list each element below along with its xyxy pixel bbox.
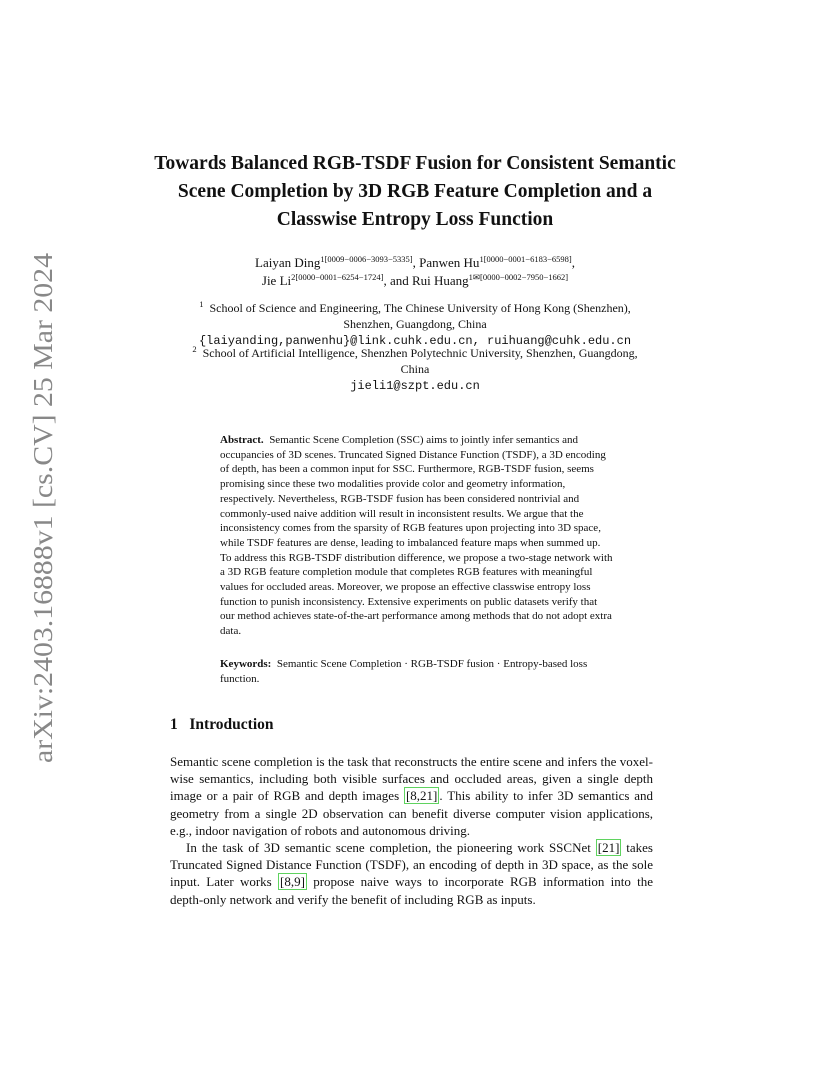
abstract-label: Abstract. xyxy=(220,434,264,446)
citation-link[interactable]: [8,9] xyxy=(280,874,305,890)
section-title: Introduction xyxy=(189,716,274,733)
citation-link[interactable]: [8,21] xyxy=(405,788,438,804)
author-orcid: 2[0000−0001−6254−1724] xyxy=(291,272,384,282)
author-name: Rui Huang xyxy=(411,273,469,288)
author-name: Panwen Hu xyxy=(419,255,480,270)
affiliation-text: School of Science and Engineering, The Chinese University of Hong Kong (Shenzhen), xyxy=(209,301,631,315)
paragraph xyxy=(170,839,653,908)
affiliation-1 xyxy=(180,300,650,349)
affiliation-text: China xyxy=(400,362,430,376)
section-number: 1 xyxy=(170,716,178,733)
keywords-text: Semantic Scene Completion · RGB-TSDF fusion · Entropy-based loss function. xyxy=(220,658,588,685)
keywords-label: Keywords: xyxy=(220,658,272,670)
paragraph-text: takes Truncated Signed Distance Function (TSDF), an encoding of depth in 3D space, as the sole input. Later works xyxy=(170,840,653,890)
affiliation-2 xyxy=(180,345,650,394)
section-heading xyxy=(170,716,274,734)
affiliation-email: {laiyanding,panwenhu}@link.cuhk.edu.cn, ruihuang@cuhk.edu.cn xyxy=(198,334,632,348)
affiliation-number: 2 xyxy=(192,344,197,354)
paragraph-text: propose naive ways to incorporate RGB information into the depth-only network and verify the benefit of including RGB as inputs. xyxy=(170,874,653,907)
abstract xyxy=(220,433,613,639)
paragraph-text: In the task of 3D semantic scene completion, the pioneering work SSCNet xyxy=(186,840,596,856)
affiliation-number: 1 xyxy=(199,299,204,309)
affiliation-email: jieli1@szpt.edu.cn xyxy=(350,379,480,393)
arxiv-stamp-text: arXiv:2403.16888v1 [cs.CV] 25 Mar 2024 xyxy=(28,301,58,763)
affiliation-text: Shenzhen, Guangdong, China xyxy=(343,317,487,331)
author-name: Jie Li xyxy=(261,273,292,288)
citation-link[interactable]: [21] xyxy=(597,840,620,856)
paragraph-text: Semantic scene completion is the task that reconstructs the entire scene and infers the voxel-wise semantics, including both visible surfaces and occluded areas, given a single depth image or a pair of RGB and depth images xyxy=(170,754,653,804)
introduction-body xyxy=(170,753,653,908)
author-orcid: 1[0009−0006−3093−5335] xyxy=(320,254,413,264)
author-list: Laiyan Ding$^{1[0009-0006-3093-5335]}$, Panwen $Hu^{1[0000-0001-6183-6598]}$, Jie $Li^{2[0000-0001-6254-1724]}$, and Rui Huang$^{1✉[0000-0002-7950-1662]}$ xyxy=(255,254,575,288)
affiliation-text: School of Artificial Intelligence, Shenzhen Polytechnic University, Shenzhen, Guangdong, xyxy=(202,346,638,360)
author-orcid: 1✉[0000−0002−7950−1662] xyxy=(468,272,569,282)
author-orcid: 1[0000−0001−6183−6598] xyxy=(479,254,572,264)
paper-title: Towards Balanced RGB-TSDF Fusion for Consistent Semantic Scene Completion by 3D RGB Feature Completion and a Classwise Entropy Loss Function xyxy=(154,153,676,230)
paragraph-text: . This ability to infer 3D semantics and geometry from a single 2D observation can benefit diverse computer vision applications, e.g., indoor navigation of robots and autonomous driving. xyxy=(170,788,654,838)
abstract-text: Semantic Scene Completion (SSC) aims to jointly infer semantics and occupancies of 3D scenes. Truncated Signed Distance Function (TSDF), a 3D encoding of depth, has been a common input for SSC. Furthermore, RGB-TSDF fusion, seems promising since these two modalities provide color and geometry information, respectively. Nevertheless, RGB-TSDF fusion has been considered nontrivial and commonly-used naive addition will result in inconsistent results. We argue that the inconsistency comes from the sparsity of RGB features upon projecting into 3D space, while TSDF features are dense, leading to imbalanced feature maps when summed up. To address this RGB-TSDF distribution difference, we propose a two-stage network with a 3D RGB feature completion module that completes RGB features with meaningful values for occluded areas. Moreover, we propose an effective classwise entropy loss function to punish inconsistency. Extensive experiments on public datasets verify that our method achieves state-of-the-art performance among methods that do not adopt extra data. xyxy=(220,434,613,638)
arxiv-stamp-svg xyxy=(22,248,62,768)
author-conjunction: , and xyxy=(383,273,412,288)
arxiv-stamp xyxy=(22,248,62,768)
paragraph xyxy=(170,753,653,839)
keywords xyxy=(220,657,613,686)
author-name: Laiyan Ding xyxy=(255,255,321,270)
